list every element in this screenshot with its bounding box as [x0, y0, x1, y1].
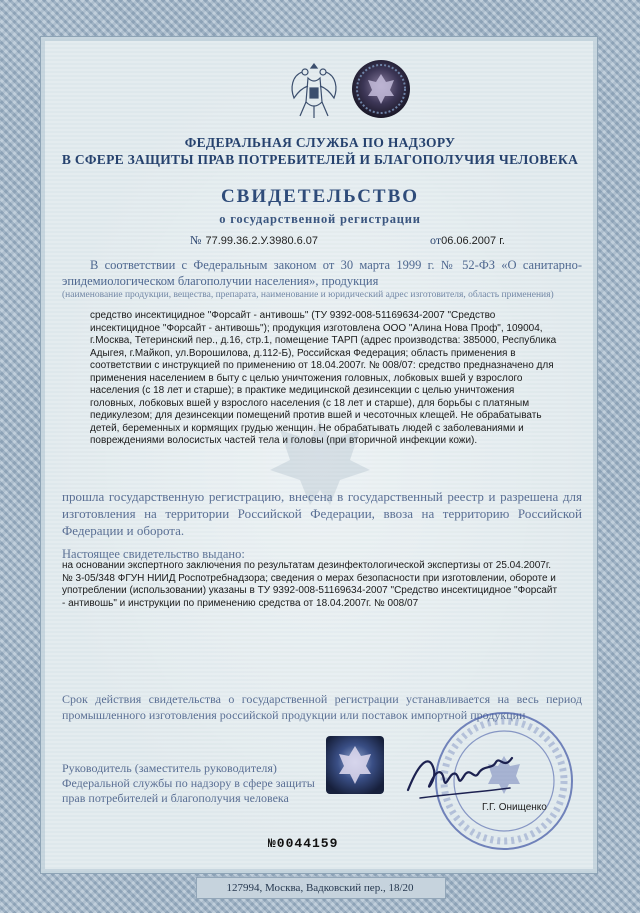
law-reference-text: В соответствии с Федеральным законом от 30 марта 1999 г. № 52-ФЗ «О санитарно-эпидемиологическом благополучии населения», продукция	[62, 258, 582, 288]
hologram-seal-icon	[350, 58, 412, 120]
issued-basis-text: на основании экспертного заключения по результатам дезинфектологической экспертизы от 25.04.2007г. № 3-05/348 ФГУН НИИД Роспотребнадзора; сведения о мерах безопасности при изготовлении, обороте и употреблении (использовании) указаны в ТУ 9392-008-51169634-2007 "Средство инсектицидное "Форсайт - антивошь" и инструкции по применению средства от 18.04.2007г. № 008/07	[62, 560, 558, 609]
date-value: 06.06.2007 г.	[441, 235, 505, 247]
date-prefix: от	[430, 233, 442, 247]
validity-text: Срок действия свидетельства о государственной регистрации устанавливается на весь период промышленного изготовления российской продукции или поставок импортной продукции	[62, 692, 582, 722]
law-caption: (наименование продукции, вещества, препарата, наименование и юридический адрес изготовителя, область применения)	[62, 290, 554, 300]
double-headed-eagle-emblem-icon	[286, 58, 342, 122]
number-value: 77.99.36.2.У.3980.6.07	[205, 235, 319, 247]
agency-header-line2: В СФЕРЕ ЗАЩИТЫ ПРАВ ПОТРЕБИТЕЛЕЙ И БЛАГОПОЛУЧИЯ ЧЕЛОВЕКА	[61, 152, 579, 167]
product-description: средство инсектицидное "Форсайт - антивошь" (ТУ 9392-008-51169634-2007 "Средство инсектицидное "Форсайт - антивошь"); продукция изготовлена ООО "Алина Нова Проф", 109004, г.Москва, Тетеринский пер., д.16, стр.1, помещение ТАРП (адрес производства: 385000, Республика Адыгея, г.Майкоп, ул.Ворошилова, д.112-Б), Российская Федерация; область применения в соответствии с инструкцией по применению от 18.04.2007г. № 008/07: средство предназначено для применения населением в быту с целью уничтожения головных, лобковых вшей у взрослого населения (с 18 лет и старше); в практике медицинской дезинсекции с целью уничтожения головных, лобковых вшей у взрослого населения (с 18 лет и старше), для борьбы с платяным педикулезом; для дезинсекции помещений против вшей и чесоточных клещей. Не обрабатывать детей, беременных и кормящих грудью женщин. Не обрабатывать людей с заболеваниями и повреждениями волосистых частей тела и головы (при вторичной инфекции кожи).	[90, 310, 557, 446]
signer-name: Г.Г. Онищенко	[482, 802, 547, 813]
document-subtitle: о государственной регистрации	[219, 212, 421, 226]
registration-date	[430, 233, 505, 248]
agency-address: 127994, Москва, Вадковский пер., 18/20	[226, 882, 414, 894]
handwritten-signature-icon	[400, 740, 520, 810]
head-official-label: Руководитель (заместитель руководителя) Федеральной службы по надзору в сфере защиты прав потребителей и благополучия человека	[62, 761, 315, 805]
document-title: СВИДЕТЕЛЬСТВО	[220, 186, 420, 207]
hologram-seal-bottom-icon	[324, 734, 386, 796]
registration-statement: прошла государственную регистрацию, внесена в государственный реестр и разрешена для изготовления на территории Российской Федерации, ввоза на территорию Российской Федерации и оборота.	[62, 489, 582, 538]
registration-number	[190, 233, 318, 248]
agency-header-line1: ФЕДЕРАЛЬНАЯ СЛУЖБА ПО НАДЗОРУ	[184, 135, 456, 150]
serial-number: №0044159	[268, 836, 339, 851]
issued-label: Настоящее свидетельство выдано:	[62, 547, 245, 561]
number-prefix: №	[190, 233, 202, 247]
